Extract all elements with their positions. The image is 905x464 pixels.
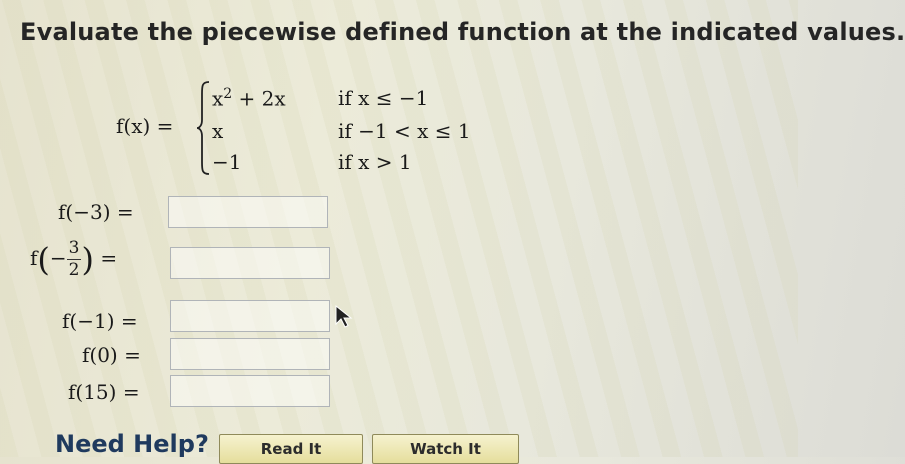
need-help-label: Need Help? [55,430,209,458]
question-3-label: f(−1) = [62,309,138,333]
answer-input-5[interactable] [170,375,330,407]
answer-input-3[interactable] [170,300,330,332]
question-5-label: f(15) = [68,380,140,404]
answer-input-4[interactable] [170,338,330,370]
case-2-condition: if −1 < x ≤ 1 [338,119,471,143]
answer-input-2[interactable] [170,247,330,279]
fraction: $\frac{3}{2}$ [68,238,80,280]
case-3-condition: if x > 1 [338,150,412,174]
question-2-label: f(− $\frac{3}{2}$ ) = [30,238,118,280]
question-1-label: f(−3) = [58,200,134,224]
left-brace [196,80,210,176]
mouse-pointer-icon [334,304,354,328]
case-2-expression: x [212,119,224,143]
case-1-condition: if x ≤ −1 [338,86,429,110]
case-3-expression: −1 [212,150,242,174]
answer-input-1[interactable] [168,196,328,228]
function-name: f(x) = [116,114,174,138]
question-4-label: f(0) = [82,343,141,367]
instruction-text: Evaluate the piecewise defined function at the indicated values. [20,18,905,46]
case-1-expression: $x^2 + 2x$ [212,86,286,111]
read-it-button[interactable]: Read It [219,434,363,464]
watch-it-button[interactable]: Watch It [372,434,519,464]
